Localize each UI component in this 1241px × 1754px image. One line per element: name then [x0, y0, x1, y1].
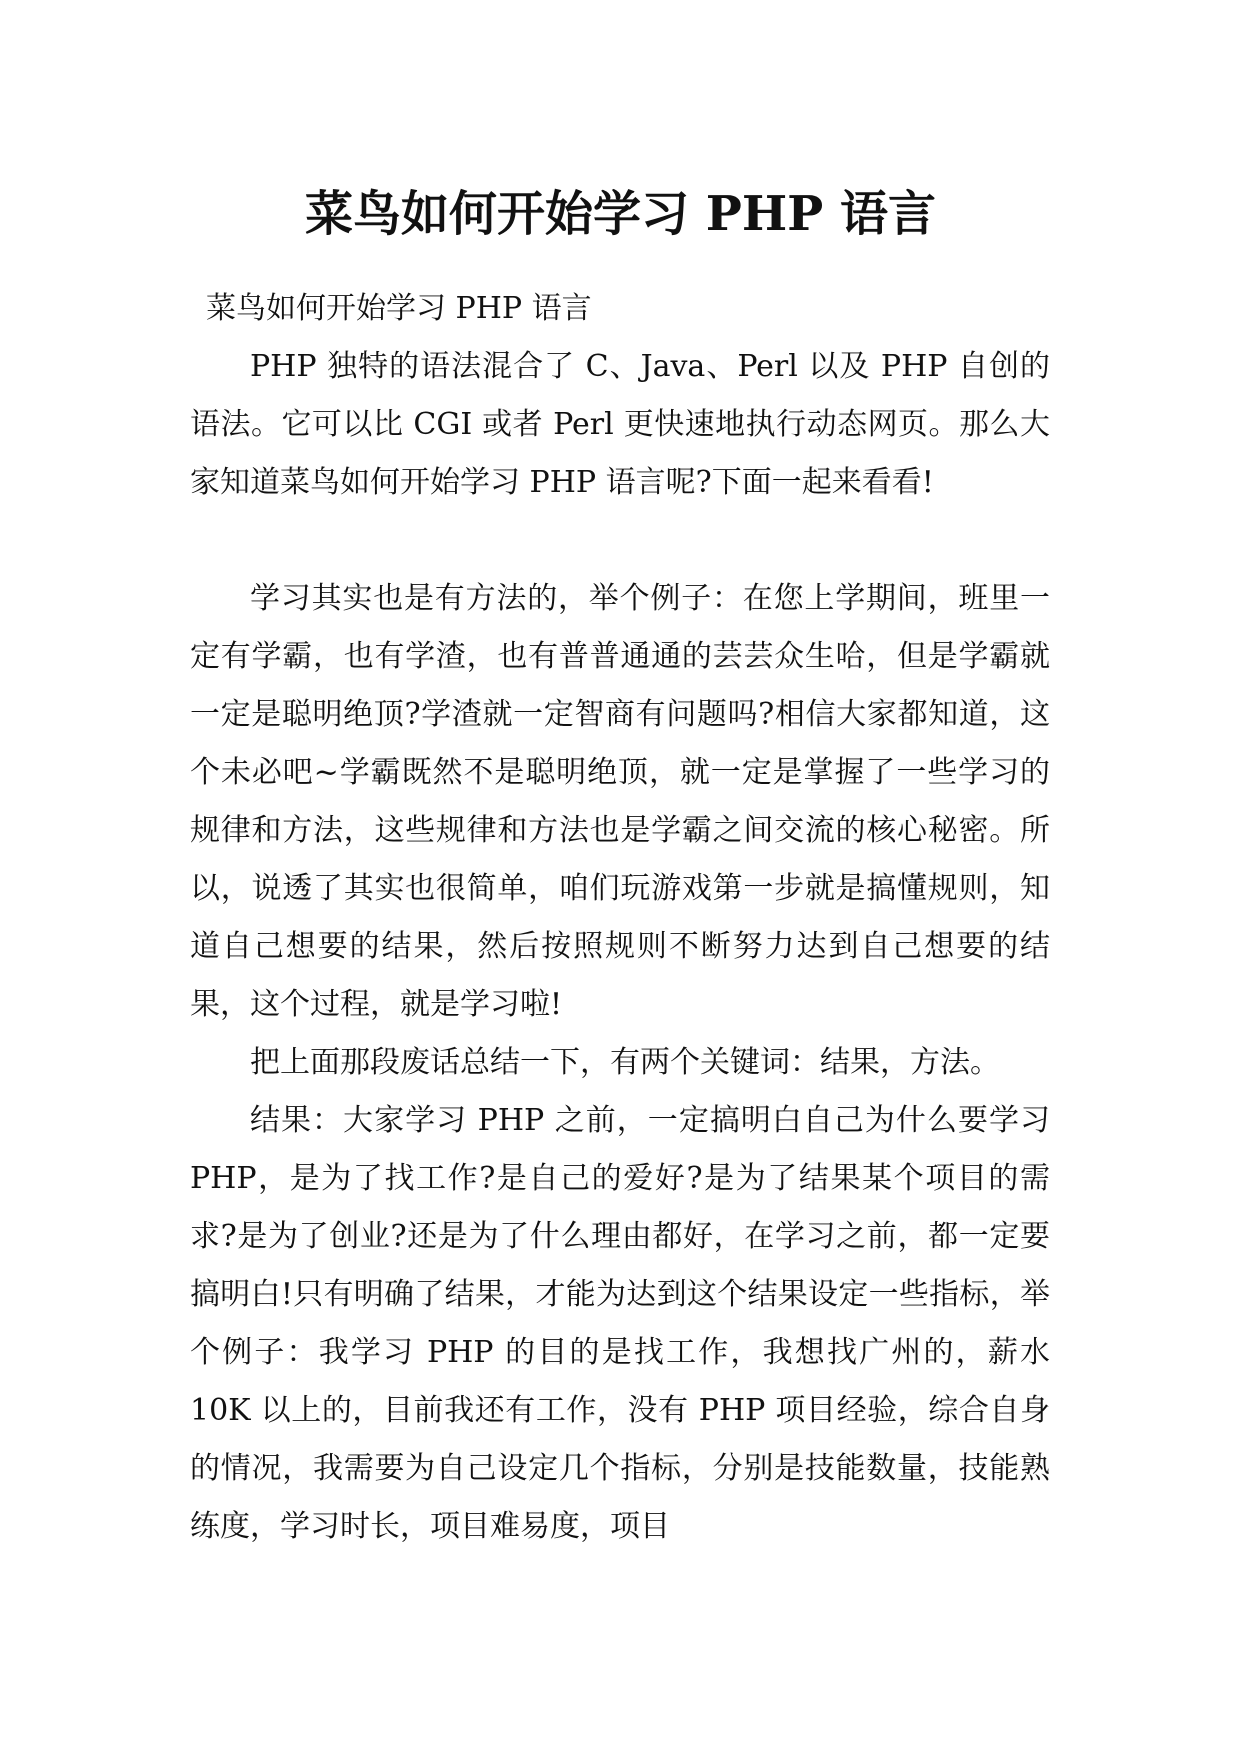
- document-body: [190, 280, 1050, 1556]
- document-subtitle: 菜鸟如何开始学习 PHP 语言: [206, 291, 592, 326]
- paragraph-result: 结果：大家学习 PHP 之前，一定搞明白自己为什么要学习 PHP，是为了找工作?是自己的爱好?是为了结果某个项目的需求?是为了创业?还是为了什么理由都好，在学习之前，都一定要搞明白!只有明确了结果，才能为达到这个结果设定一些指标，举个例子：我学习 PHP 的目的是找工作，我想找广州的，薪水 10K 以上的，目前我还有工作，没有 PHP 项目经验，综合自身的情况，我需要为自己设定几个指标，分别是技能数量，技能熟练度，学习时长，项目难易度，项目: [190, 1103, 1050, 1544]
- paragraph-summary: 把上面那段废话总结一下，有两个关键词：结果，方法。: [250, 1045, 1000, 1080]
- paragraph-intro: PHP 独特的语法混合了 C、Java、Perl 以及 PHP 自创的语法。它可以比 CGI 或者 Perl 更快速地执行动态网页。那么大家知道菜鸟如何开始学习 PHP 语言呢?下面一起来看看!: [190, 349, 1050, 500]
- document-title: 菜鸟如何开始学习 PHP 语言: [305, 186, 936, 243]
- paragraph-learning-method: 学习其实也是有方法的，举个例子：在您上学期间，班里一定有学霸，也有学渣，也有普普通通的芸芸众生哈，但是学霸就一定是聪明绝顶?学渣就一定智商有问题吗?相信大家都知道，这个未必吧~学霸既然不是聪明绝顶，就一定是掌握了一些学习的规律和方法，这些规律和方法也是学霸之间交流的核心秘密。所以，说透了其实也很简单，咱们玩游戏第一步就是搞懂规则，知道自己想要的结果，然后按照规则不断努力达到自己想要的结果，这个过程，就是学习啦!: [190, 581, 1050, 1022]
- paragraph-spacer: [190, 512, 1050, 570]
